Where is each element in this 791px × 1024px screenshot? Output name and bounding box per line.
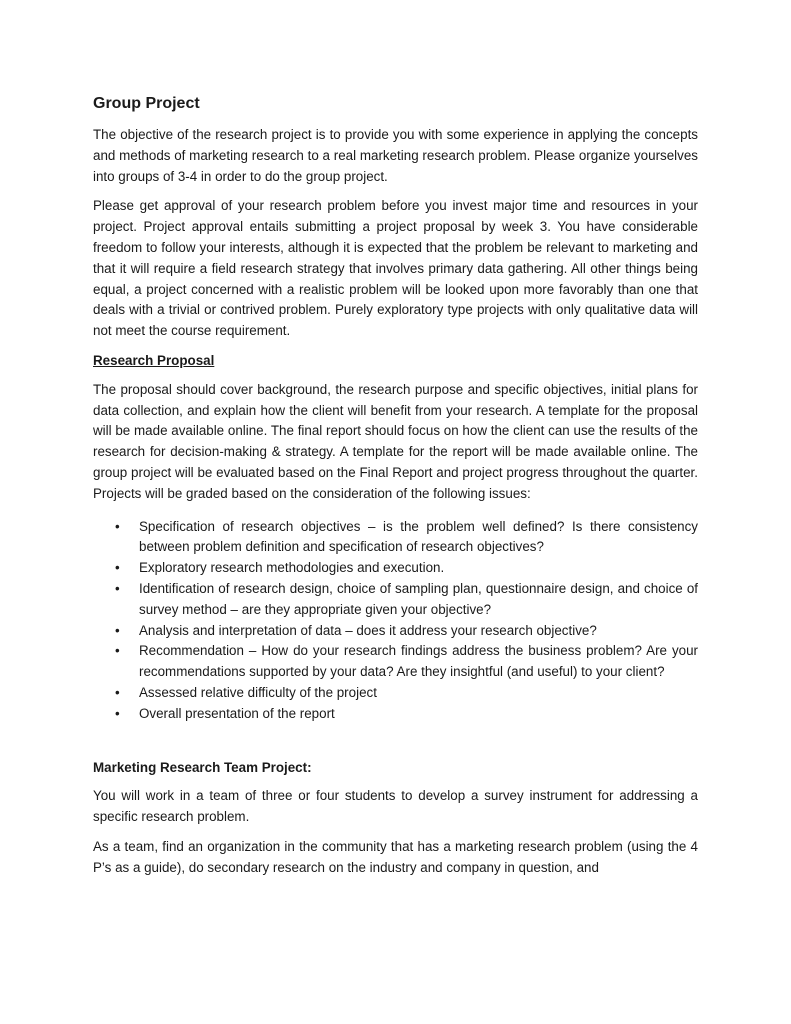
intro-paragraph: The objective of the research project is to provide you with some experience in applying the concepts and methods of marketing research to a real marketing research problem. Please organize yourselves into groups of 3-4 in order to do the group project. — [93, 127, 698, 184]
proposal-paragraph: The proposal should cover background, the research purpose and specific objectives, initial plans for data collection, and explain how the client will benefit from your research. A template for the proposal will be made available online. The final report should focus on how the client can use the results of the research for decision-making & strategy. A template for the report will be made available online. The group project will be evaluated based on the Final Report and project progress throughout the quarter. Projects will be graded based on the consideration of the following issues: — [93, 381, 698, 501]
bullet-icon: • — [115, 643, 120, 659]
approval-paragraph: Please get approval of your research problem before you invest major time and resources in your project. Project approval entails submitting a project proposal by week 3. You have considerable freedom to follow your interests, although it is expected that the problem be relevant to marketing and that it will require a field research strategy that involves primary data gathering. All other things being equal, a project concerned with a realistic problem will be looked upon more favorably than one that deals with a trivial or contrived problem. Purely exploratory type projects with only qualitative data will not meet the course requirement. — [93, 198, 698, 339]
team-project-heading: Marketing Research Team Project: — [93, 759, 312, 775]
bullet-icon: • — [115, 684, 120, 700]
grading-criteria-list — [93, 517, 698, 725]
page-title: Group Project — [93, 95, 200, 112]
list-item — [93, 621, 698, 642]
criterion-text: Recommendation – How do your research findings address the business problem? Are your recommendations supported by your data? Are they insightful (and useful) to your client? — [139, 643, 698, 680]
section-spacer — [93, 725, 698, 758]
research-proposal-heading: Research Proposal — [93, 352, 215, 368]
criterion-text: Exploratory research methodologies and execution. — [139, 560, 445, 576]
list-item — [93, 579, 698, 621]
list-item — [93, 517, 698, 559]
bullet-icon: • — [115, 518, 120, 534]
team-paragraph: You will work in a team of three or four students to develop a survey instrument for addressing a specific research problem. — [93, 788, 698, 825]
criterion-text: Assessed relative difficulty of the project — [139, 684, 377, 700]
criterion-text: Analysis and interpretation of data – does it address your research objective? — [139, 622, 597, 638]
criterion-text: Overall presentation of the report — [139, 705, 335, 721]
list-item — [93, 641, 698, 683]
bullet-icon: • — [115, 622, 120, 638]
list-item — [93, 558, 698, 579]
criterion-text: Identification of research design, choice of sampling plan, questionnaire design, and choice of survey method – are they appropriate given your objective? — [139, 580, 698, 617]
bullet-icon: • — [115, 580, 120, 596]
list-item — [93, 704, 698, 725]
list-item — [93, 683, 698, 704]
bullet-icon: • — [115, 560, 120, 576]
team-paragraph: As a team, find an organization in the community that has a marketing research problem (using the 4 P’s as a guide), do secondary research on the industry and company in question, and — [93, 838, 698, 875]
criterion-text: Specification of research objectives – is the problem well defined? Is there consistency between problem definition and specification of research objectives? — [139, 518, 698, 555]
document-page — [93, 93, 698, 888]
bullet-icon: • — [115, 705, 120, 721]
